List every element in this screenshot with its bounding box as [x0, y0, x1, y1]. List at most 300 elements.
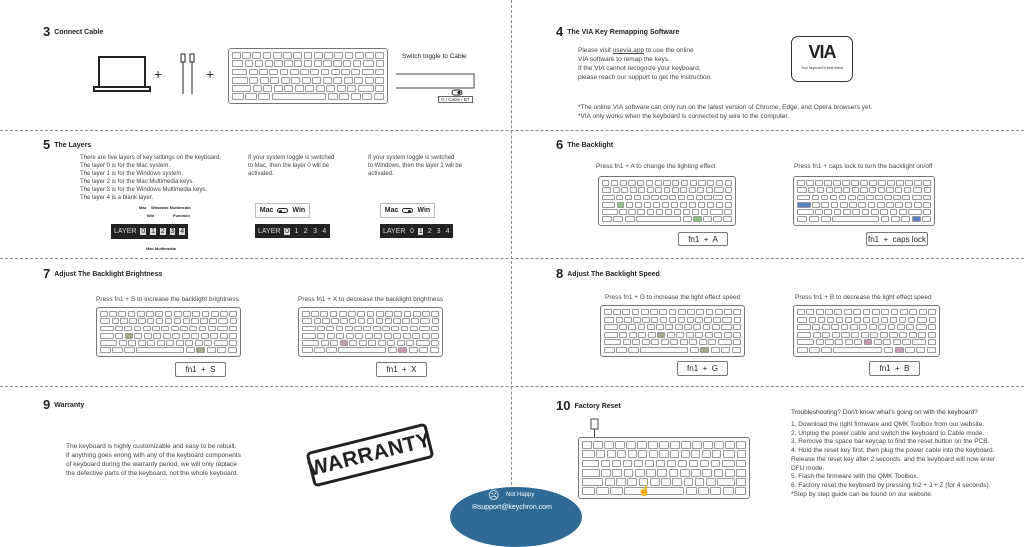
- key: [736, 469, 746, 477]
- key: [218, 318, 228, 324]
- key: [604, 441, 614, 449]
- key: [602, 209, 618, 215]
- key-row: [797, 309, 936, 315]
- key: [613, 309, 621, 315]
- key: [311, 311, 319, 317]
- key: [918, 332, 926, 338]
- key: [880, 332, 888, 338]
- key: [365, 77, 374, 84]
- key-row: [602, 209, 732, 215]
- key: [172, 333, 180, 339]
- key-row: [100, 340, 237, 346]
- key: [625, 216, 635, 222]
- key-combo: fn1 + X: [376, 362, 427, 377]
- key: [185, 340, 193, 346]
- key: [146, 311, 154, 317]
- label-win-mm: Windows Multimedia: [151, 205, 191, 210]
- key: [648, 332, 656, 338]
- key: [832, 216, 879, 222]
- key: [834, 209, 842, 215]
- key: [691, 450, 700, 458]
- key: [326, 326, 334, 332]
- key-row: [232, 77, 384, 84]
- caption: Press fn1 + G to increase the light effect speed: [605, 294, 741, 301]
- layer-word: LAYER: [114, 228, 137, 235]
- key: [304, 60, 312, 67]
- key: [808, 187, 815, 193]
- key: [725, 180, 732, 186]
- key: [722, 317, 732, 323]
- key: [339, 311, 347, 317]
- key: [220, 311, 228, 317]
- key: [403, 333, 411, 339]
- key: [711, 460, 721, 468]
- key: [621, 187, 628, 193]
- key: [283, 52, 292, 59]
- key: [249, 69, 258, 76]
- key: [337, 85, 346, 92]
- key: [928, 339, 936, 345]
- key: [341, 69, 350, 76]
- key: [860, 187, 867, 193]
- key: [845, 317, 853, 323]
- key: [913, 187, 923, 193]
- key: [683, 209, 691, 215]
- key: [413, 311, 421, 317]
- key: [636, 216, 681, 222]
- key: [684, 478, 694, 486]
- key: [718, 339, 732, 345]
- key: [923, 180, 931, 186]
- key: [844, 309, 852, 315]
- key: [328, 93, 338, 100]
- key: [710, 487, 721, 495]
- layer-number: 1: [418, 227, 423, 235]
- key: [374, 333, 382, 339]
- key: [351, 93, 361, 100]
- key: [863, 317, 871, 323]
- key: [642, 317, 649, 323]
- section-10-title: 10 Factory Reset: [556, 398, 621, 413]
- key: [623, 339, 631, 345]
- key: [845, 339, 853, 345]
- key: [347, 85, 356, 92]
- key: [825, 309, 833, 315]
- key: [204, 340, 212, 346]
- key: [651, 339, 659, 345]
- key: [806, 180, 814, 186]
- key: [858, 202, 866, 208]
- key: [124, 347, 135, 353]
- key: [333, 60, 341, 67]
- key: [632, 339, 640, 345]
- key-row: [797, 187, 931, 193]
- key: [345, 326, 353, 332]
- key: [809, 347, 820, 353]
- key: [249, 77, 258, 84]
- key: [646, 469, 656, 477]
- key-row: [582, 469, 746, 477]
- key: [232, 77, 248, 84]
- support-email[interactable]: ✉support@keychron.com: [472, 504, 552, 511]
- key: [635, 469, 645, 477]
- sad-face-icon: ☹: [488, 490, 500, 502]
- key: [715, 309, 723, 315]
- key: [869, 180, 877, 186]
- label-mac-mm: Mac Multimedia: [146, 246, 176, 251]
- key: [797, 339, 814, 345]
- key: [797, 216, 807, 222]
- key: [665, 209, 673, 215]
- key: [174, 318, 181, 324]
- key-row: [797, 317, 936, 323]
- key: [929, 317, 937, 323]
- key-row: [797, 347, 936, 353]
- key: [317, 326, 325, 332]
- key: [824, 209, 832, 215]
- key: [382, 326, 390, 332]
- key: [815, 209, 823, 215]
- key: [340, 340, 348, 346]
- key: [374, 93, 384, 100]
- key: [723, 450, 736, 458]
- key: [725, 202, 733, 208]
- key: [210, 333, 218, 339]
- support-badge[interactable]: [450, 487, 582, 547]
- key: [695, 478, 705, 486]
- key: [928, 324, 936, 330]
- key-row: [604, 324, 741, 330]
- layer-number: 0: [409, 227, 414, 235]
- key: [176, 340, 184, 346]
- key: [152, 326, 160, 332]
- key: [670, 450, 679, 458]
- key: [326, 347, 337, 353]
- key: [109, 311, 117, 317]
- key-row: [602, 180, 732, 186]
- key: [200, 318, 207, 324]
- key: [659, 450, 668, 458]
- key: [815, 180, 823, 186]
- key: [647, 324, 655, 330]
- key-row: [100, 333, 237, 339]
- key: [850, 324, 858, 330]
- troubleshoot-heading: Troubleshooting? Don't know what's going on with the keyboard?: [791, 409, 978, 416]
- key: [890, 209, 898, 215]
- key: [129, 318, 136, 324]
- key: [647, 187, 654, 193]
- key: [619, 209, 627, 215]
- key: [637, 209, 645, 215]
- layer-number: 4: [180, 228, 185, 235]
- key: [124, 326, 132, 332]
- key: [733, 332, 741, 338]
- key: [230, 318, 237, 324]
- key: [351, 69, 360, 76]
- key: [253, 85, 262, 92]
- key: [304, 52, 313, 59]
- key: [302, 333, 316, 339]
- key: [302, 340, 319, 346]
- key: [667, 332, 675, 338]
- support-label: Not Happy: [506, 492, 535, 498]
- key: [857, 195, 865, 201]
- key: [384, 333, 392, 339]
- key: [376, 311, 384, 317]
- key: [881, 309, 889, 315]
- key-row: [797, 332, 936, 338]
- key: [877, 202, 885, 208]
- key: [697, 187, 704, 193]
- key: [336, 333, 344, 339]
- key-row: [604, 347, 741, 353]
- key: [899, 332, 907, 338]
- key: [255, 60, 263, 67]
- key: [343, 60, 351, 67]
- key: [217, 347, 226, 353]
- key: [229, 340, 237, 346]
- key: [706, 309, 714, 315]
- key: [695, 332, 703, 338]
- key: [100, 311, 108, 317]
- key: [669, 195, 676, 201]
- key: [843, 209, 851, 215]
- key: [115, 326, 123, 332]
- keyboard-illustration: [228, 48, 388, 104]
- key: [363, 60, 374, 67]
- divider: [0, 258, 1024, 259]
- key: [880, 209, 888, 215]
- layer-bar: [111, 224, 188, 239]
- key: [217, 326, 228, 332]
- keyboard-illustration: [600, 305, 745, 357]
- key: [624, 487, 684, 495]
- key: [628, 347, 639, 353]
- key-row: [232, 52, 384, 59]
- key: [678, 195, 685, 201]
- key: [320, 311, 328, 317]
- toggle-caption: Switch toggle to Cable: [402, 53, 467, 60]
- key: [714, 187, 723, 193]
- key: [314, 60, 322, 67]
- key: [797, 202, 811, 208]
- section-4-title: 4 The VIA Key Remapping Software: [556, 24, 680, 39]
- key: [616, 478, 626, 486]
- key: [914, 202, 922, 208]
- key: [349, 318, 356, 324]
- key: [375, 52, 384, 59]
- layer-bar: [380, 224, 453, 238]
- key: [312, 77, 321, 84]
- key: [118, 311, 126, 317]
- key: [852, 187, 859, 193]
- key: [232, 52, 241, 59]
- key: [902, 195, 910, 201]
- layer-number: 2: [427, 227, 432, 235]
- key-row: [797, 216, 931, 222]
- key: [908, 209, 922, 215]
- key: [617, 202, 625, 208]
- key: [359, 340, 367, 346]
- key: [698, 180, 705, 186]
- key: [664, 187, 671, 193]
- key: [183, 311, 191, 317]
- key: [229, 326, 237, 332]
- key: [420, 318, 430, 324]
- key: [689, 187, 696, 193]
- key: [165, 311, 173, 317]
- key: [863, 309, 871, 315]
- key: [165, 318, 172, 324]
- key: [900, 309, 908, 315]
- key: [698, 202, 706, 208]
- key: [619, 324, 627, 330]
- layer-word: LAYER: [258, 227, 281, 235]
- key: [809, 216, 819, 222]
- key: [242, 52, 251, 59]
- key: [872, 317, 880, 323]
- key: [321, 340, 329, 346]
- key: [334, 52, 343, 59]
- key: [365, 52, 374, 59]
- key: [906, 324, 914, 330]
- key: [655, 180, 662, 186]
- key-row: [302, 333, 439, 339]
- key: [675, 324, 683, 330]
- key: [183, 318, 190, 324]
- key: [923, 195, 931, 201]
- key: [706, 187, 713, 193]
- key: [409, 347, 418, 353]
- key: [912, 195, 922, 201]
- key: [432, 318, 439, 324]
- key: [827, 317, 835, 323]
- key: [830, 195, 838, 201]
- key: [302, 77, 311, 84]
- key: [317, 333, 325, 339]
- keyboard-illustration: [598, 176, 736, 226]
- key: [136, 347, 184, 353]
- key: [362, 93, 372, 100]
- layer-number: 4: [322, 227, 327, 235]
- key: [681, 441, 691, 449]
- key: [733, 309, 741, 315]
- key: [878, 324, 886, 330]
- key: [822, 324, 830, 330]
- key: [660, 195, 667, 201]
- key: [700, 347, 709, 353]
- key-row: [232, 69, 384, 76]
- key: [645, 460, 655, 468]
- key: [354, 77, 363, 84]
- key: [644, 202, 652, 208]
- key: [881, 317, 889, 323]
- key: [201, 333, 209, 339]
- key: [693, 324, 701, 330]
- key: [822, 332, 830, 338]
- layer-number: 1: [294, 227, 299, 235]
- key: [924, 187, 931, 193]
- key: [655, 187, 662, 193]
- caption: Press fn1 + A to change the lighting effect: [596, 163, 716, 170]
- key: [843, 187, 850, 193]
- key: [927, 347, 936, 353]
- key: [928, 309, 936, 315]
- key: [431, 333, 439, 339]
- key: [797, 309, 805, 315]
- key: [841, 324, 849, 330]
- key: [211, 311, 219, 317]
- key: [696, 309, 704, 315]
- key: [705, 332, 713, 338]
- key: [859, 324, 867, 330]
- key: [896, 180, 904, 186]
- key: [676, 332, 684, 338]
- key: [821, 216, 831, 222]
- key: [602, 180, 609, 186]
- key: [851, 180, 859, 186]
- key: [410, 326, 418, 332]
- key: [613, 187, 620, 193]
- key: [686, 487, 697, 495]
- key: [660, 317, 667, 323]
- key: [373, 326, 381, 332]
- keyboard-illustration: [578, 437, 750, 499]
- key-row: [232, 60, 384, 67]
- key-row: [797, 180, 931, 186]
- key: [156, 318, 163, 324]
- key: [604, 339, 621, 345]
- key: [284, 85, 293, 92]
- key: [723, 216, 732, 222]
- key-combo: fn1 + S: [175, 362, 226, 377]
- key: [695, 317, 702, 323]
- key: [397, 340, 405, 346]
- key: [713, 317, 720, 323]
- key: [375, 85, 384, 92]
- key: [700, 460, 710, 468]
- toggle-label: G / Cable / BT: [438, 96, 473, 103]
- key: [582, 450, 595, 458]
- layer-number: 0: [285, 227, 290, 235]
- key: [125, 333, 133, 339]
- key: [385, 311, 393, 317]
- key: [393, 333, 401, 339]
- key: [316, 85, 325, 92]
- via-link[interactable]: usevia.app: [612, 47, 645, 54]
- layer-number: 3: [436, 227, 441, 235]
- key: [284, 60, 292, 67]
- key: [604, 332, 618, 338]
- key: [736, 478, 746, 486]
- key: [661, 339, 669, 345]
- key: [628, 324, 636, 330]
- key: [826, 187, 833, 193]
- key: [869, 187, 876, 193]
- key: [836, 317, 844, 323]
- key: [866, 195, 874, 201]
- key: [852, 209, 860, 215]
- key: [737, 450, 746, 458]
- key: [596, 487, 609, 495]
- key: [182, 333, 190, 339]
- key: [147, 318, 154, 324]
- key-row: [602, 195, 732, 201]
- key: [864, 339, 872, 345]
- key: [330, 340, 338, 346]
- key: [324, 52, 333, 59]
- key: [625, 195, 632, 201]
